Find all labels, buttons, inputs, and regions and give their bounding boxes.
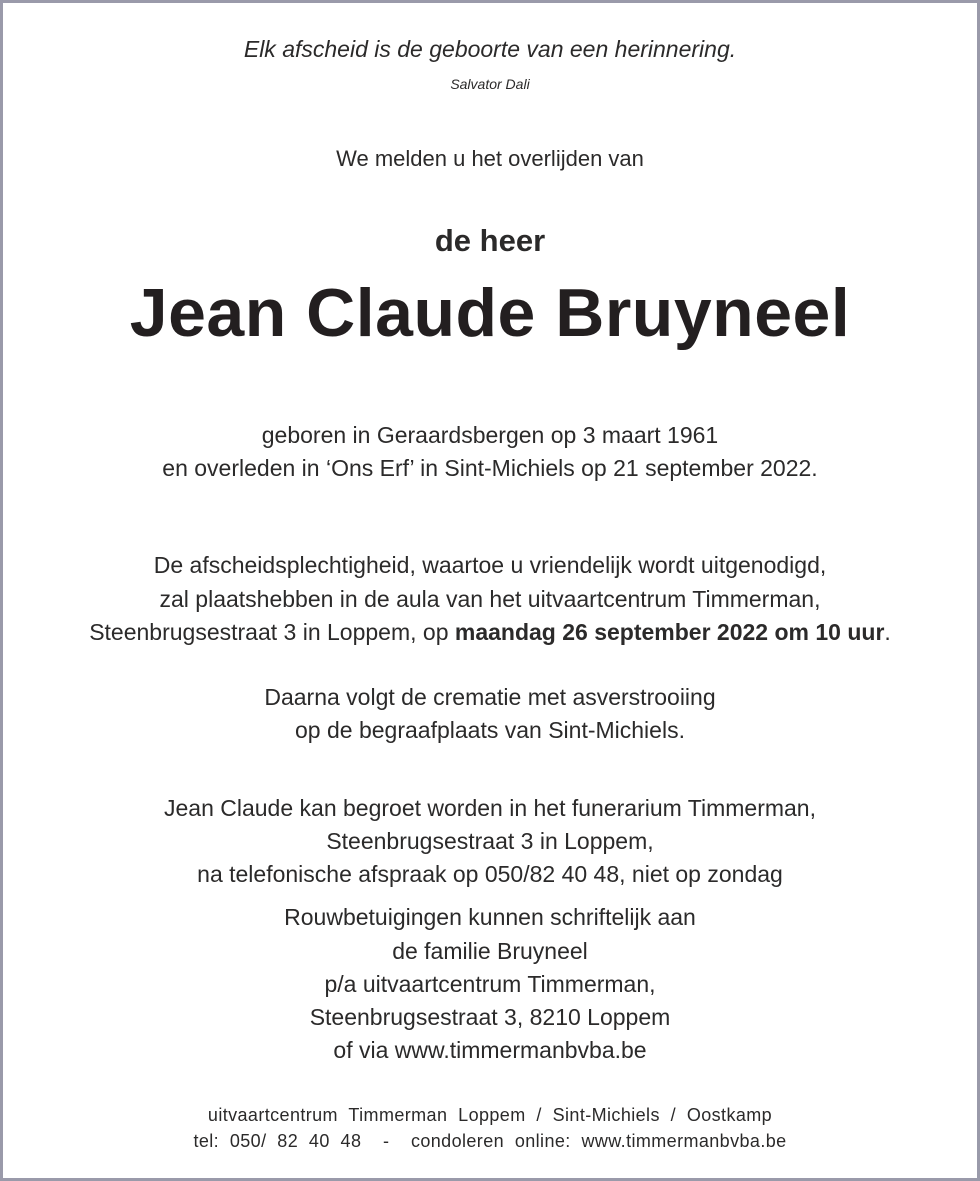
birth-line: geboren in Geraardsbergen op 3 maart 1961 (261, 422, 719, 448)
viewing-line-2: Steenbrugsestraat 3 in Loppem, (326, 828, 654, 854)
cremation-line-2: op de begraafplaats van Sint-Michiels. (295, 717, 685, 743)
ceremony-location: Steenbrugsestraat 3 in Loppem, op (89, 619, 455, 645)
deceased-name: Jean Claude Bruyneel (129, 275, 851, 351)
footer-line-2: tel: 050/ 82 40 48 - condoleren online: www.timmermanbvba.be (193, 1131, 787, 1151)
condolences-line-3: p/a uitvaartcentrum Timmerman, (324, 971, 656, 997)
quote-text: Elk afscheid is de geboorte van een herinnering. (243, 36, 737, 62)
viewing-line-1: Jean Claude kan begroet worden in het funerarium Timmerman, (163, 795, 816, 821)
viewing-line-3: na telefonische afspraak op 050/82 40 48, niet op zondag (197, 861, 783, 887)
ceremony-line-1: De afscheidsplechtigheid, waartoe u vriendelijk wordt uitgenodigd, (153, 552, 827, 578)
honorific: de heer (434, 223, 546, 258)
ceremony-date: maandag 26 september 2022 om 10 uur (454, 619, 885, 645)
ceremony-period: . (884, 619, 891, 645)
ceremony-line-3 (3, 621, 977, 644)
ceremony-line-2: zal plaatshebben in de aula van het uitvaartcentrum Timmerman, (159, 586, 821, 612)
condolences-line-1: Rouwbetuigingen kunnen schriftelijk aan (284, 904, 696, 930)
cremation-line-1: Daarna volgt de crematie met asverstrooiing (264, 684, 716, 710)
condolences-line-2: de familie Bruyneel (392, 938, 588, 964)
death-line: en overleden in ‘Ons Erf’ in Sint-Michiels op 21 september 2022. (162, 455, 818, 481)
footer-line-1: uitvaartcentrum Timmerman Loppem / Sint-Michiels / Oostkamp (207, 1105, 773, 1125)
condolences-line-5: of via www.timmermanbvba.be (333, 1037, 647, 1063)
intro-text: We melden u het overlijden van (336, 146, 644, 171)
quote-author: Salvator Dali (450, 76, 530, 92)
condolences-line-4: Steenbrugsestraat 3, 8210 Loppem (309, 1004, 671, 1030)
